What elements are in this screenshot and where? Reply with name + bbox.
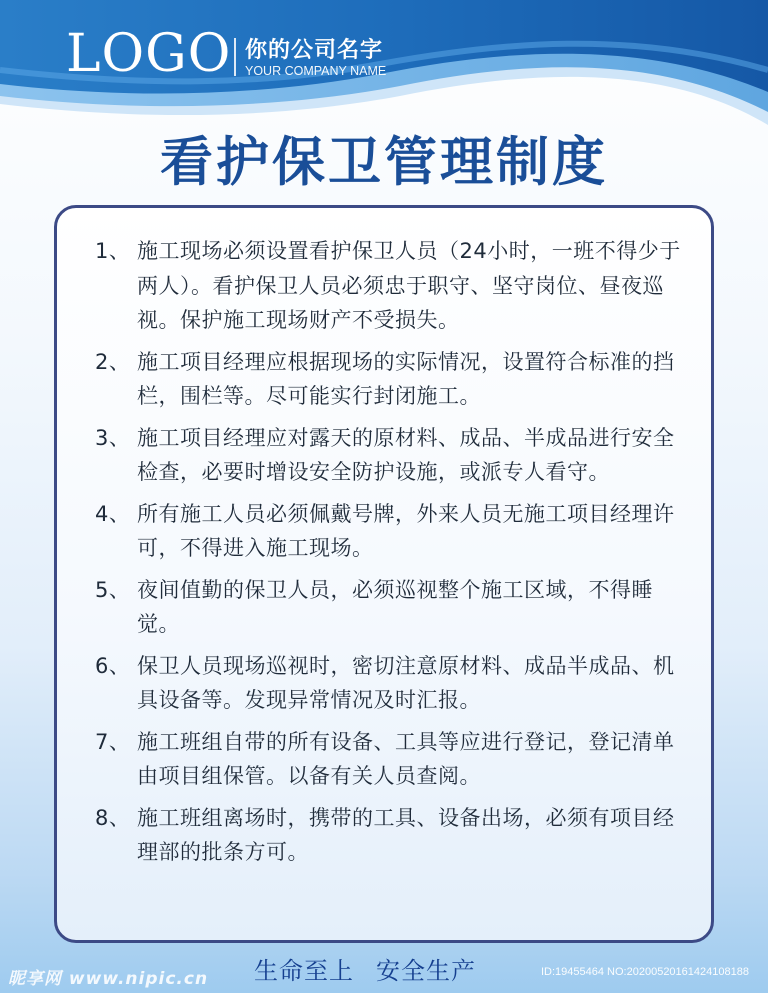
company-name-en: YOUR COMPANY NAME	[245, 64, 387, 78]
rule-item	[95, 497, 695, 566]
rule-item	[95, 421, 695, 490]
rule-text: 施工班组自带的所有设备、工具等应进行登记，登记清单由项目组保管。以备有关人员查阅。	[137, 729, 675, 788]
watermark-site: 昵享网 www.nipic.cn	[8, 969, 209, 989]
header-banner	[0, 0, 768, 130]
rule-text: 保卫人员现场巡视时，密切注意原材料、成品半成品、机具设备等。发现异常情况及时汇报。	[137, 653, 675, 712]
rule-item	[95, 573, 695, 642]
rule-number: 1、	[95, 239, 131, 263]
company-name	[245, 38, 386, 78]
logo-divider	[234, 38, 236, 76]
company-name-cn: 你的公司名字	[245, 38, 384, 63]
rule-text: 施工班组离场时，携带的工具、设备出场，必须有项目经理部的批条方可。	[137, 805, 675, 864]
safety-slogan	[254, 954, 476, 988]
rule-number: 7、	[95, 729, 131, 754]
rule-text: 所有施工人员必须佩戴号牌，外来人员无施工项目经理许可，不得进入施工现场。	[137, 501, 675, 560]
rule-text: 施工项目经理应对露天的原材料、成品、半成品进行安全检查，必要时增设安全防护设施，或派专人看守。	[137, 425, 675, 484]
rules-list	[95, 234, 695, 877]
rule-item	[95, 801, 695, 870]
rule-item	[95, 234, 695, 338]
slogan-part-1: 生命至上	[254, 957, 354, 985]
rule-text: 夜间值勤的保卫人员，必须巡视整个施工区域，不得睡觉。	[137, 577, 653, 636]
watermark-id: ID:19455464 NO:20200520161424108188	[541, 966, 749, 978]
rule-number: 2、	[95, 349, 131, 374]
rule-number: 4、	[95, 501, 131, 526]
slogan-part-2: 安全生产	[376, 957, 476, 985]
rule-number: 6、	[95, 653, 131, 678]
rule-item	[95, 725, 695, 794]
rule-item	[95, 345, 695, 414]
rule-number: 3、	[95, 425, 131, 450]
rule-number: 8、	[95, 805, 131, 830]
page-title: 看护保卫管理制度	[160, 132, 608, 193]
rule-text: 施工现场必须设置看护保卫人员（24小时，一班不得少于两人）。看护保卫人员必须忠于职守、坚守岗位、昼夜巡视。保护施工现场财产不受损失。	[137, 239, 681, 332]
rule-text: 施工项目经理应根据现场的实际情况，设置符合标准的挡栏，围栏等。尽可能实行封闭施工。	[137, 349, 675, 408]
rule-item	[95, 649, 695, 718]
rules-panel	[54, 205, 714, 943]
rule-number: 5、	[95, 577, 131, 602]
logo-text: LOGO	[66, 24, 232, 84]
